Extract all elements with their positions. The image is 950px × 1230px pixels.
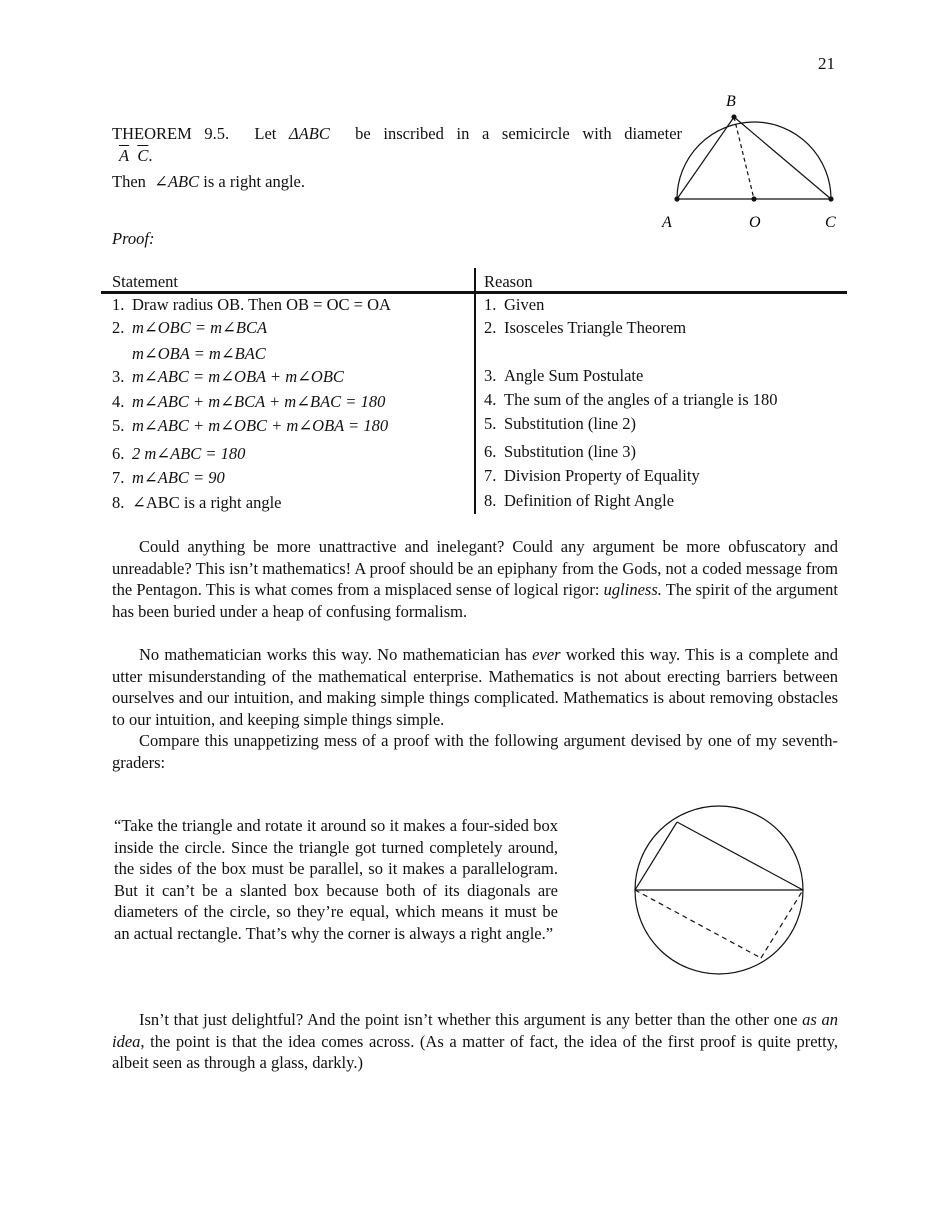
theorem-lead: Let <box>254 124 277 143</box>
theorem-conclusion <box>112 171 305 193</box>
paragraph-mathematicians: No mathematician works this way. No mathematician has ever worked this way. This is a complete and utter misunderstanding of the mathematical enterprise. Mathematics is not about erecting barriers between ourselves and our intuition, and making simple things complicated. Mathematics is about removing obstacles to our intuition, and keeping simple things simple. <box>112 645 838 729</box>
diameter-segment <box>119 145 152 167</box>
statement-row: 8. ∠ABC is a right angle <box>112 493 282 512</box>
reason-row: 4. The sum of the angles of a triangle is 180 <box>484 390 778 409</box>
label-b: B <box>726 93 736 110</box>
semicircle-figure <box>650 85 850 235</box>
paragraph-compare: Compare this unappetizing mess of a proof with the following argument devised by one of my seventh-graders: <box>112 731 838 772</box>
reason-row: 7. Division Property of Equality <box>484 466 700 485</box>
rotated-side-bottom <box>635 890 761 958</box>
statement-row: 4. m∠ABC + m∠BCA + m∠BAC = 180 <box>112 392 386 411</box>
statement-header: Statement <box>112 272 178 291</box>
reason-row: 6. Substitution (line 3) <box>484 442 636 461</box>
theorem-label: THEOREM 9.5. <box>112 124 230 143</box>
paragraph-conclusion: Isn’t that just delightful? And the point isn’t whether this argument is any better than the other one as an idea, the point is that the idea comes across. (As a matter of fact, the idea of the first proof is quite pretty, albeit seen as through a glass, darkly.) <box>112 1010 838 1072</box>
paragraph-critique: Could anything be more unattractive and inelegant? Could any argument be more obfuscatory and unreadable? This isn’t mathematics! A proof should be an epiphany from the Gods, not a coded message from the Pentagon. This is what comes from a misplaced sense of logical rigor: ugliness. The spirit of the argument has been buried under a heap of confusing formalism. <box>112 537 838 621</box>
theorem-statement <box>112 123 682 145</box>
reason-row: 8. Definition of Right Angle <box>484 491 675 510</box>
reason-row: 5. Substitution (line 2) <box>484 414 636 433</box>
reason-row: 1. Given <box>484 295 545 314</box>
statement-row: 6. 2 m∠ABC = 180 <box>112 444 246 463</box>
diameter-point-a: $\overline{A}$ <box>119 146 130 165</box>
proof-table <box>101 268 847 516</box>
then-prefix: Then <box>112 172 146 191</box>
point-a <box>674 196 679 201</box>
triangle-symbol: ΔABC <box>289 124 330 143</box>
chord-ab <box>677 117 734 199</box>
point-o <box>751 196 756 201</box>
proof-label: Proof: <box>112 229 155 248</box>
statement-row: 2. m∠OBC = m∠BCA <box>112 318 268 337</box>
triangle-side-right <box>677 822 803 890</box>
statement-row: 5. m∠ABC + m∠OBC + m∠OBA = 180 <box>112 416 389 435</box>
circle-rectangle-figure <box>620 800 820 980</box>
statement-row: 1. Draw radius OB. Then OB = OC = OA <box>112 295 391 314</box>
chord-bc <box>734 117 831 199</box>
label-a: A <box>662 214 672 231</box>
reason-row: 3. Angle Sum Postulate <box>484 366 644 385</box>
point-b <box>731 114 736 119</box>
label-c: C <box>825 214 836 231</box>
diameter-point-c: $\overline{C}$ <box>137 146 149 165</box>
reason-row: 2. Isosceles Triangle Theorem <box>484 318 687 337</box>
label-o: O <box>749 214 761 231</box>
angle-symbol: ∠ABC <box>154 172 200 191</box>
triangle-side-left <box>635 822 677 890</box>
student-quote: “Take the triangle and rotate it around so it makes a four-sided box inside the circle. Since the triangle got turned completely around, the sides of the box must be parallel, so it makes a parallelogram. But it can’t be a slanted box because both of its diagonals are diameters of the circle, so they’re equal, which means it must be an actual rectangle. That’s why the corner is always a right angle.” <box>114 816 558 943</box>
radius-ob <box>734 117 754 199</box>
statement-row: 7. m∠ABC = 90 <box>112 468 225 487</box>
theorem-text: be inscribed in a semicircle with diameter <box>355 124 683 143</box>
rotated-side-right <box>761 890 803 958</box>
reason-header: Reason <box>484 272 533 291</box>
page-number: 21 <box>818 54 835 73</box>
then-suffix: is a right angle. <box>203 172 306 191</box>
column-divider <box>474 268 476 514</box>
point-c <box>828 196 833 201</box>
statement-row: m∠OBA = m∠BAC <box>132 344 266 363</box>
diameter-period: . <box>148 146 153 165</box>
statement-row: 3. m∠ABC = m∠OBA + m∠OBC <box>112 367 344 386</box>
